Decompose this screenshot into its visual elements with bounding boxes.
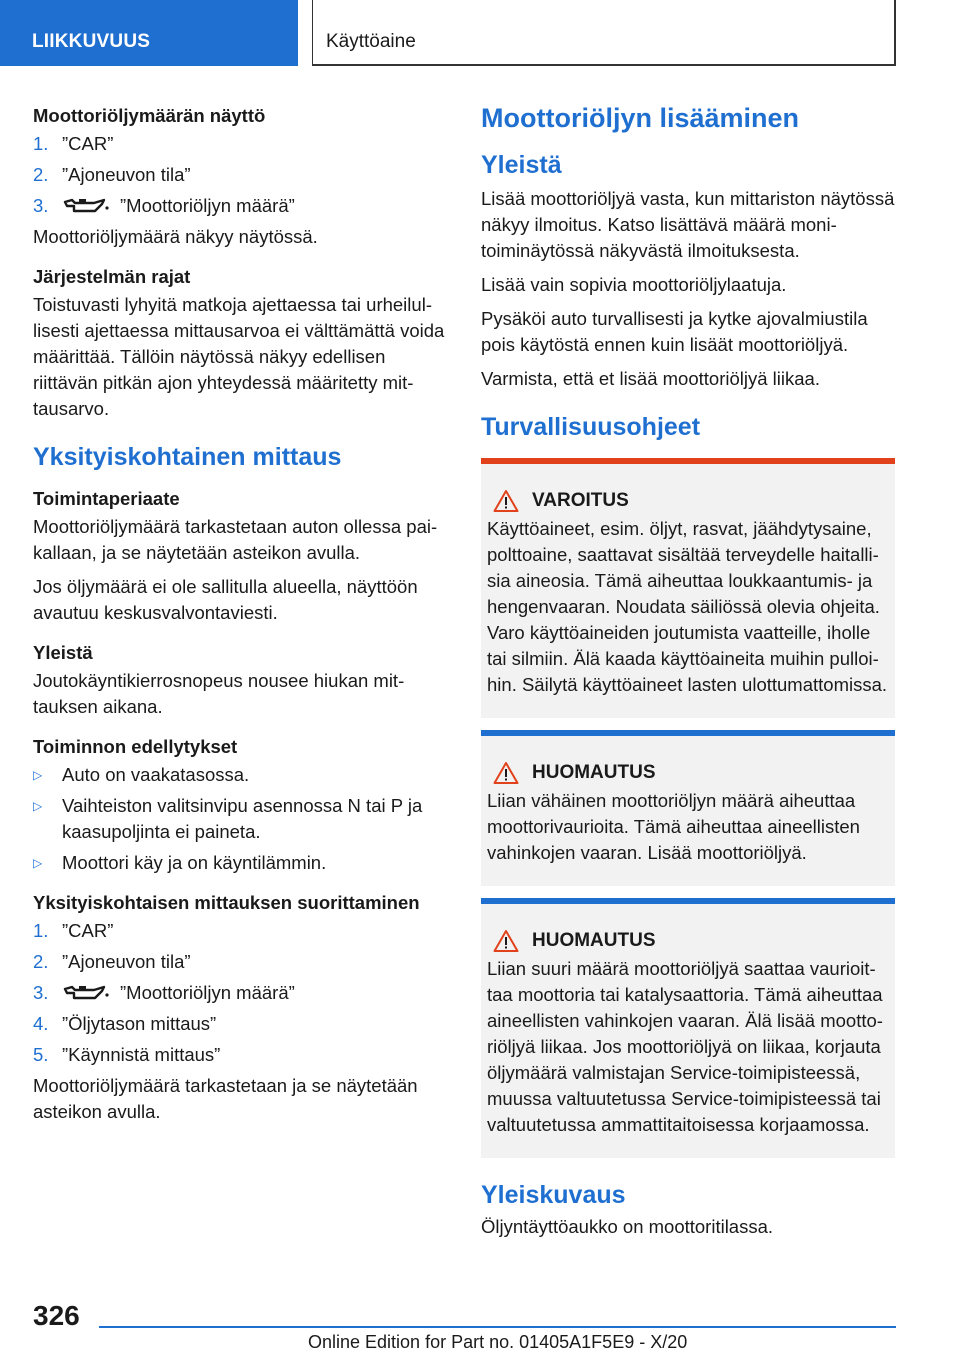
oil-can-icon [62, 983, 110, 1003]
oil-can-icon [62, 196, 110, 216]
display-note: Moottoriöljymäärä näkyy näytössä. [33, 226, 318, 247]
display-steps [33, 131, 450, 219]
left-column [33, 100, 450, 1133]
detail-heading: Yksityiskohtainen mittaus [33, 443, 342, 471]
notice-text: Liian suuri määrä moottoriöljyä saattaa vaurioittaa moottoria tai katalysaattoria. Tämä aiheuttaa aineellisten vahinkojen vaaran. Älä lisää moottoriöljyä liikaa. Jos moottoriöljyä on liikaa, korjauta öljymäärä valmistajan Service-toimipisteessä, muussa valtuutetussa Service-toimipisteessä tai valtuutetussa ammattitaitoisessa korjaamossa. [487, 958, 883, 1135]
footer-divider [99, 1326, 896, 1328]
notice-text: Liian vähäinen moottoriöljyn määrä aiheuttaa moottorivaurioita. Tämä aiheuttaa aineellisten vahinkojen vaaran. Lisää moottoriöljyä. [487, 790, 860, 863]
page-header [0, 0, 960, 66]
triangle-bullet-icon: ▷ [33, 768, 43, 782]
overview-text: Öljyntäyttöaukko on moottoritilassa. [481, 1216, 774, 1237]
list-item: 1. ”CAR” [33, 920, 114, 941]
list-item: 4. ”Öljytason mittaus” [33, 1013, 217, 1034]
list-item: ▷ Vaihteiston valitsinvipu asennossa N tai P ja kaasupoljinta ei paineta. [33, 793, 450, 845]
safety-heading: Turvallisuusohjeet [481, 413, 701, 441]
edition-text: Online Edition for Part no. 01405A1F5E9 - X/20 [308, 1332, 688, 1352]
perform-steps [33, 918, 450, 1068]
notice-box [481, 730, 895, 886]
list-item: 3. ”Moottoriöljyn määrä” [33, 195, 295, 216]
limits-text: Toistuvasti lyhyitä matkoja ajettaessa tai urheilullisesti ajettaessa mittausarvoa ei välttämättä voida määrittää. Tällöin näytössä näkyy edellisen riittävän pitkän ajon yhteydessä määritetty mittausarvo. [33, 294, 445, 419]
limits-heading: Järjestelmän rajat [33, 266, 191, 287]
perform-heading: Yksityiskohtaisen mittauksen suorittaminen [33, 892, 420, 913]
general-paragraph: Pysäköi auto turvallisesti ja kytke ajovalmiustila pois käytöstä ennen kuin lisäät moottoriöljyä. [481, 308, 868, 355]
chapter-title: Käyttöaine [312, 0, 896, 66]
list-item: 3. ”Moottoriöljyn määrä” [33, 982, 295, 1003]
notice-label: HUOMAUTUS [532, 930, 656, 951]
general-heading: Yleistä [33, 642, 93, 663]
warning-triangle-icon [493, 929, 519, 953]
principle-heading: Toimintaperiaate [33, 488, 180, 509]
list-item: ▷ Moottori käy ja on käyntilämmin. [33, 850, 450, 876]
list-item: 2. ”Ajoneuvon tila” [33, 951, 191, 972]
general-paragraph: Lisää vain sopivia moottoriöljylaatuja. [481, 274, 787, 295]
page-footer [0, 1290, 960, 1362]
warning-triangle-icon [493, 489, 519, 513]
list-item: 1. ”CAR” [33, 133, 114, 154]
general-paragraph: Lisää moottoriöljyä vasta, kun mittariston näytössä näkyy ilmoitus. Katso lisättävä määrä monitoiminäytössä näkyvästä ilmoituksesta. [481, 188, 895, 261]
section-title: Moottoriöljyn lisääminen [481, 103, 800, 133]
conditions-list [33, 762, 450, 876]
overview-heading: Yleiskuvaus [481, 1181, 626, 1209]
warning-label: VAROITUS [532, 490, 629, 511]
notice-label: HUOMAUTUS [532, 762, 656, 783]
right-column [481, 100, 895, 1248]
list-item: 5. ”Käynnistä mittaus” [33, 1044, 221, 1065]
triangle-bullet-icon: ▷ [33, 799, 43, 813]
notice-box [481, 898, 895, 1158]
warning-box [481, 458, 895, 718]
triangle-bullet-icon: ▷ [33, 856, 43, 870]
list-item: 2. ”Ajoneuvon tila” [33, 164, 191, 185]
warning-text: Käyttöaineet, esim. öljyt, rasvat, jäähdytysaine, polttoaine, saattavat sisältää terveydelle haitallisia aineosia. Tämä aiheuttaa loukkaantumis- ja hengenvaaran. Noudata säiliössä olevia ohjeita. Varo käyttöaineiden joutumista vaatteille, iholle tai silmiin. Älä kaada käyttöaineita muihin pulloihin. Säilytä käyttöaineet lasten ulottumattomissa. [487, 518, 888, 695]
warning-triangle-icon [493, 761, 519, 785]
principle-text-1: Moottoriöljymäärä tarkastetaan auton ollessa paikallaan, ja se näytetään asteikon avulla. [33, 516, 438, 563]
general-text: Joutokäyntikierrosnopeus nousee hiukan mittauksen aikana. [33, 670, 405, 717]
general-heading: Yleistä [481, 151, 562, 179]
perform-note: Moottoriöljymäärä tarkastetaan ja se näytetään asteikon avulla. [33, 1075, 418, 1122]
conditions-heading: Toiminnon edellytykset [33, 736, 238, 757]
display-heading: Moottoriöljymäärän näyttö [33, 105, 266, 126]
general-paragraph: Varmista, että et lisää moottoriöljyä liikaa. [481, 368, 820, 389]
list-item: ▷ Auto on vaakatasossa. [33, 762, 450, 788]
principle-text-2: Jos öljymäärä ei ole sallitulla alueella, näyttöön avautuu keskusvalvontaviesti. [33, 576, 418, 623]
section-tab: LIIKKUVUUS [0, 0, 298, 66]
page-number: 326 [33, 1300, 80, 1331]
